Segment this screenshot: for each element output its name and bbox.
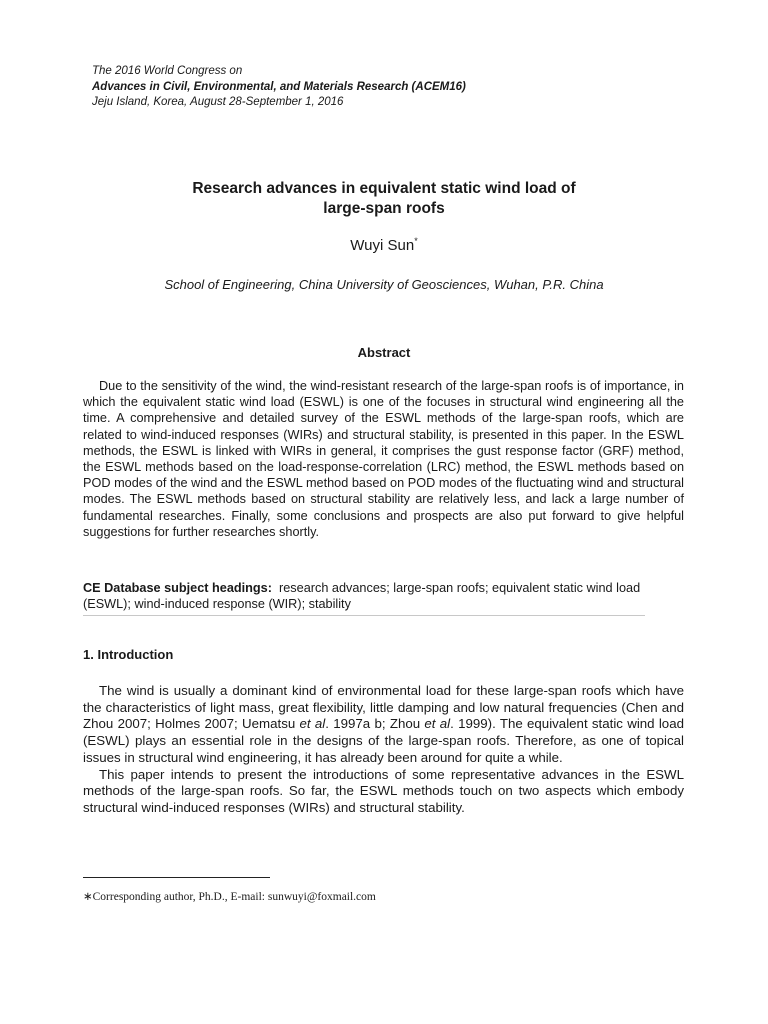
conference-line: The 2016 World Congress on [92,65,243,77]
title-line-2: large-span roofs [323,200,445,217]
subject-headings-label: CE Database subject headings: [83,581,272,595]
author [0,236,768,254]
subject-headings-text: research advances; large-span roofs; equivalent static wind load (ESWL); wind-induced response (WIR); stability [83,581,641,612]
abstract-body: Due to the sensitivity of the wind, the wind-resistant research of the large-span roofs is of importance, in which the equivalent static wind load (ESWL) is one of the focuses in structural wind engineering all the time. A comprehensive and detailed survey of the ESWL methods of the large-span roofs, which are related to wind-induced responses (WIRs) and structural stability, is presented in this paper. In the ESWL methods, the ESWL is linked with WIRs in general, it comprises the gust response factor (GRF) method, the ESWL methods based on the load-response-correlation (LRC) method, the ESWL methods based on POD modes of the wind and the ESWL method based on POD modes of the fluctuating wind and structural modes. The ESWL methods based on structural stability are relatively less, and lack a large number of fundamental researches. Finally, some conclusions and prospects are also put forward to give helpful suggestions for further researches shortly. [83,379,684,539]
affiliation: School of Engineering, China University of Geosciences, Wuhan, P.R. China [164,277,604,292]
section-heading-introduction: 1. Introduction [83,647,174,662]
paragraph: This paper intends to present the introductions of some representative advances in the ESWL methods of the large-span roofs. So far, the ESWL methods touch on two aspects which embody structural wind-induced responses (WIRs) and structural stability. [83,766,684,815]
italic-etal: et al [299,716,326,732]
abstract-heading: Abstract [357,345,411,360]
italic-etal: et al [424,716,451,732]
footnote: ∗Corresponding author, Ph.D., E-mail: sunwuyi@foxmail.com [83,891,376,903]
section-divider [83,615,645,616]
author-mark: * [414,236,418,246]
conference-location: Jeju Island, Korea, August 28-September 1, 2016 [92,96,344,108]
paper-title [0,179,768,219]
text-run: . 1997a b; Zhou [325,716,425,732]
text-run: The wind is usually a dominant kind of environmental load for these large-span roofs which have the characteristics of light mass, great flexibility, little damping and low natural frequencies (Chen and Zhou 2007; Holmes 2007; Uematsu [83,683,684,732]
footnote-rule [83,877,270,878]
title-line-1: Research advances in equivalent static wind load of [192,180,576,197]
author-name: Wuyi Sun [350,237,415,254]
paragraph [83,683,684,767]
subject-headings [83,580,684,612]
conference-header [92,64,466,111]
introduction-body [83,683,684,817]
conference-name: Advances in Civil, Environmental, and Materials Research (ACEM16) [92,80,466,93]
text-run: . 1999). The equivalent static wind load (ESWL) plays an essential role in the designs of the large-span roofs. Therefore, as one of topical issues in structural wind engineering, it has already been around for quite a while. [83,716,684,765]
